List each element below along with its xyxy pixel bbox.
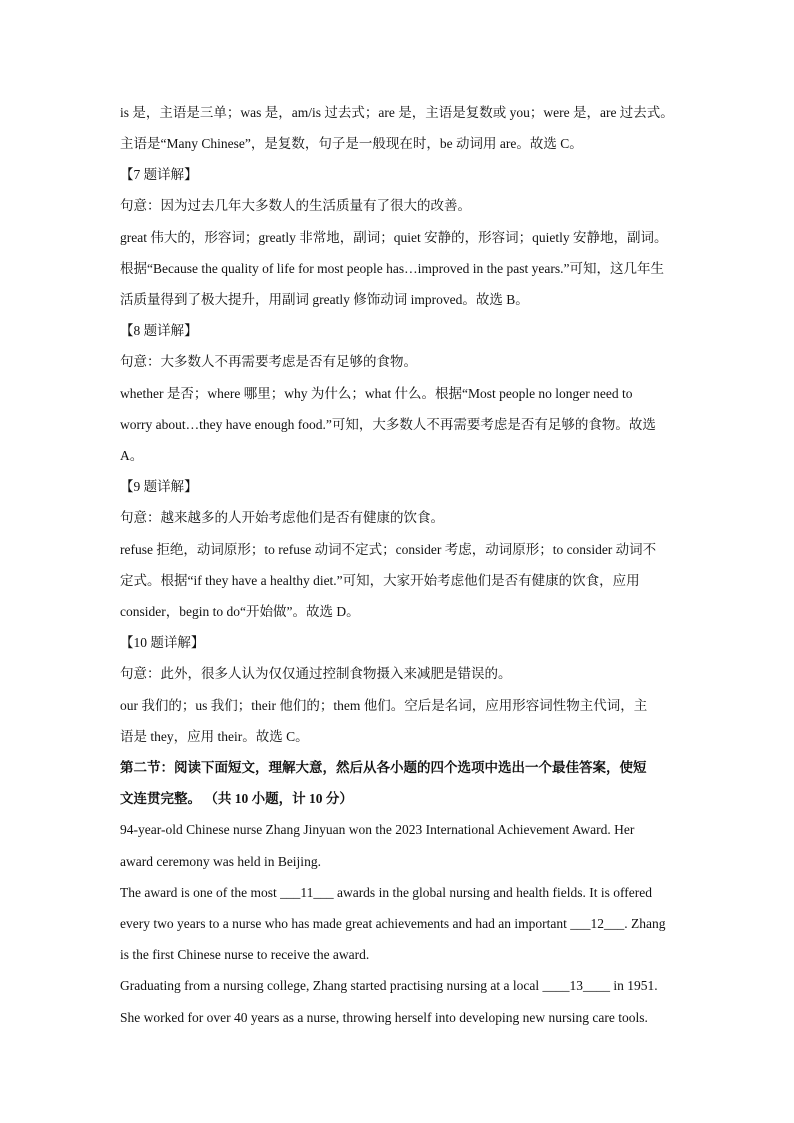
text-line: great 伟大的，形容词；greatly 非常地，副词；quiet 安静的，形容词；quietly 安静地，副词。 xyxy=(120,230,668,245)
text-line: 语是 they，应用 their。故选 C。 xyxy=(120,729,309,744)
text-line: consider，begin to do“开始做”。故选 D。 xyxy=(120,604,360,619)
text-line: 句意：越来越多的人开始考虑他们是否有健康的饮食。 xyxy=(120,510,444,525)
text-line: our 我们的；us 我们；their 他们的；them 他们。空后是名词，应用形容词性物主代词，主 xyxy=(120,698,648,713)
section-instruction: 第二节：阅读下面短文，理解大意，然后从各小题的四个选项中选出一个最佳答案，使短 xyxy=(120,760,647,775)
section-instruction: 文连贯完整。 （共 10 小题，计 10 分） xyxy=(120,791,353,806)
passage-line: award ceremony was held in Beijing. xyxy=(120,854,321,869)
text-line: 句意：此外，很多人认为仅仅通过控制食物摄入来减肥是错误的。 xyxy=(120,666,512,681)
passage-line: The award is one of the most ___11___ awards in the global nursing and health fields. It is offered xyxy=(120,885,652,900)
text-line: 句意：因为过去几年大多数人的生活质量有了很大的改善。 xyxy=(120,198,471,213)
passage-line: 94-year-old Chinese nurse Zhang Jinyuan won the 2023 International Achievement Award. Her xyxy=(120,822,635,837)
text-line: A。 xyxy=(120,448,144,463)
text-line: whether 是否；where 哪里；why 为什么；what 什么。根据“Most people no longer need to xyxy=(120,386,633,401)
section-heading: 【10 题详解】 xyxy=(120,635,205,650)
passage-line: Graduating from a nursing college, Zhang started practising nursing at a local ____13____ in 1951. xyxy=(120,978,658,993)
passage-line: is the first Chinese nurse to receive the award. xyxy=(120,947,370,962)
passage-line: She worked for over 40 years as a nurse, throwing herself into developing new nursing care tools. xyxy=(120,1010,648,1025)
text-line: 主语是“Many Chinese”，是复数，句子是一般现在时，be 动词用 are。故选 C。 xyxy=(120,136,583,151)
section-heading: 【7 题详解】 xyxy=(120,167,198,182)
section-heading: 【9 题详解】 xyxy=(120,479,198,494)
text-line: is 是，主语是三单；was 是，am/is 过去式；are 是，主语是复数或 you；were 是，are 过去式。 xyxy=(120,105,674,120)
section-heading: 【8 题详解】 xyxy=(120,323,198,338)
text-line: 活质量得到了极大提升，用副词 greatly 修饰动词 improved。故选 B。 xyxy=(120,292,529,307)
text-line: 定式。根据“if they have a healthy diet.”可知，大家开始考虑他们是否有健康的饮食，应用 xyxy=(120,573,640,588)
passage-line: every two years to a nurse who has made great achievements and had an important ___12___. Zhang xyxy=(120,916,666,931)
text-line: 句意：大多数人不再需要考虑是否有足够的食物。 xyxy=(120,354,417,369)
text-line: refuse 拒绝，动词原形；to refuse 动词不定式；consider 考虑，动词原形；to consider 动词不 xyxy=(120,542,657,557)
text-line: 根据“Because the quality of life for most people has…improved in the past years.”可知，这几年生 xyxy=(120,261,664,276)
text-line: worry about…they have enough food.”可知，大多数人不再需要考虑是否有足够的食物。故选 xyxy=(120,417,656,432)
